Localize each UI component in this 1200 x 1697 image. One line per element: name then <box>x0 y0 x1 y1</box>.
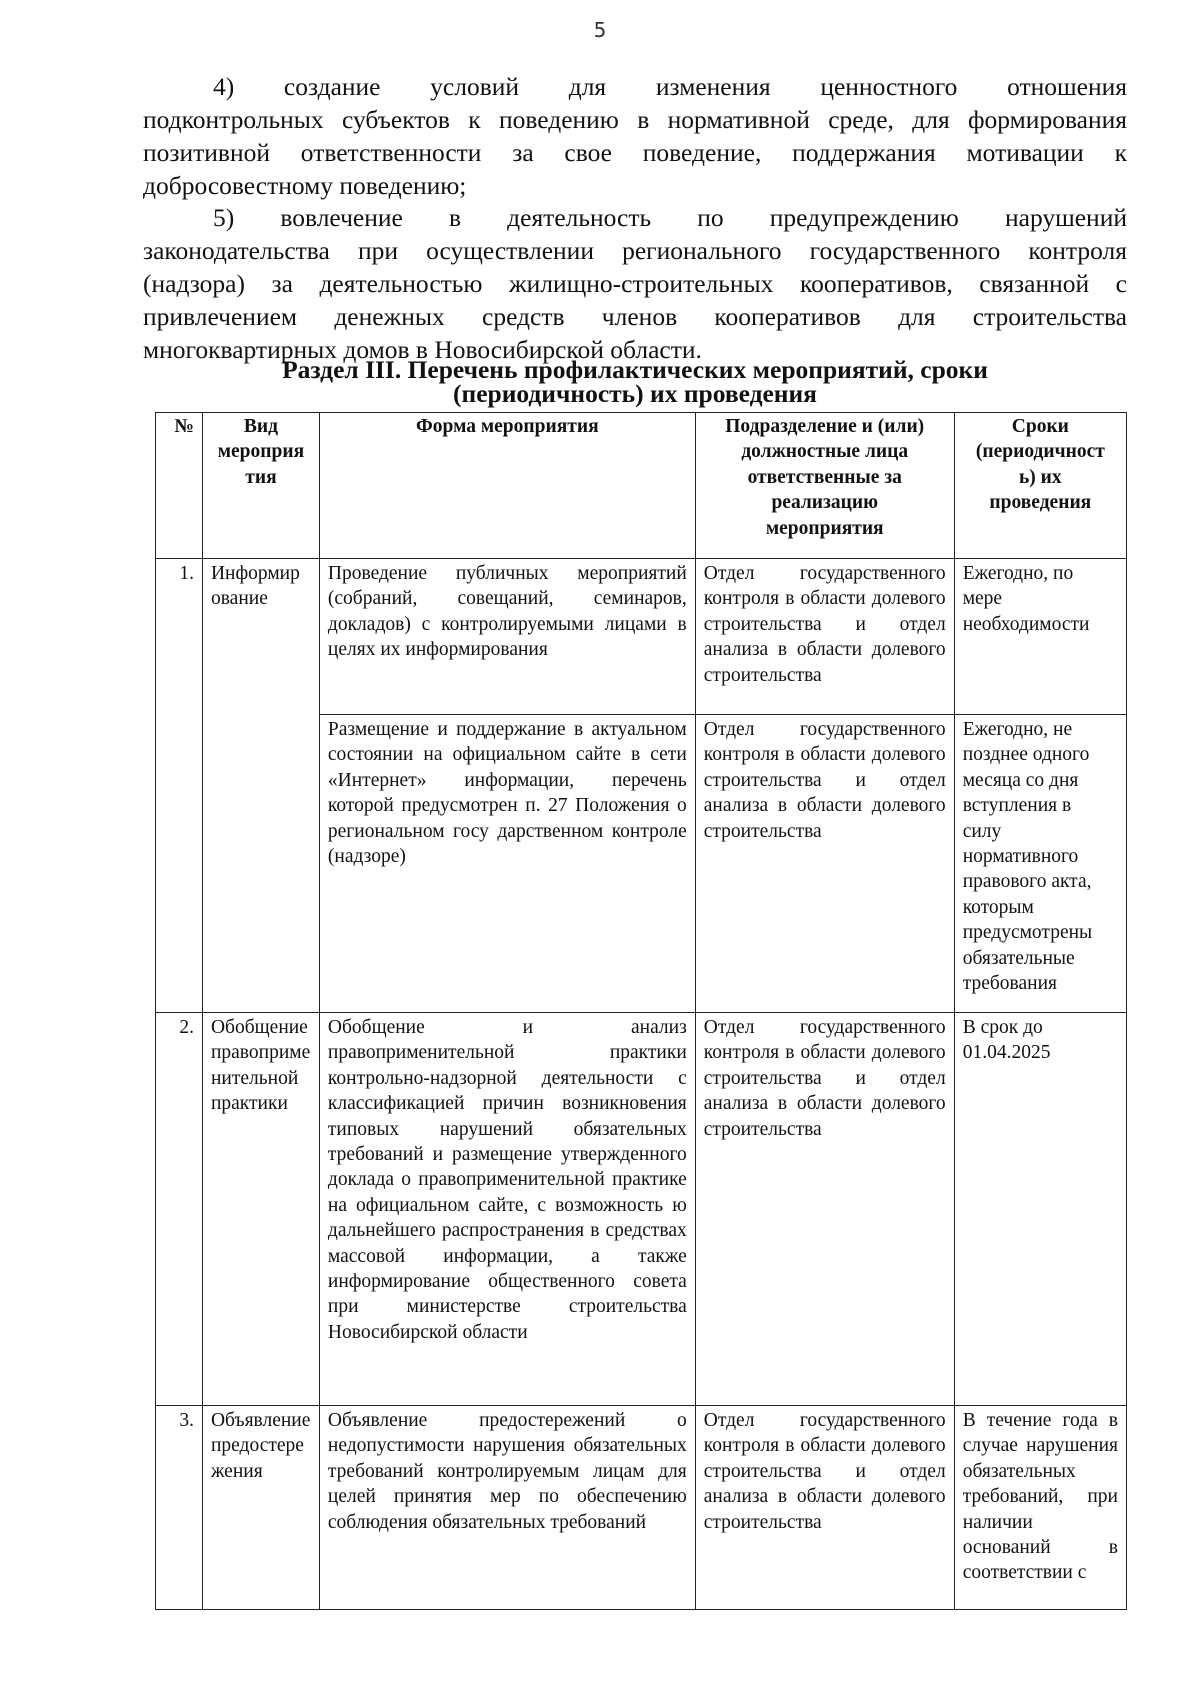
table-row <box>156 559 1127 715</box>
row-dept: Отдел государственного контроля в области долевого строительства и отдел анализа в области долевого строительства <box>695 715 954 1013</box>
paragraph-item-4 <box>143 70 1127 202</box>
paragraph-line: подконтрольных субъектов к поведению в нормативной среде, для формирования <box>143 105 1127 134</box>
row-term: Ежегодно, не позднее одного месяца со дня вступления в силу нормативного правового акта, которым предусмотрены обязательные требования <box>954 715 1126 1013</box>
row-kind: Обобщение правоприме нительной практики <box>202 1013 319 1406</box>
paragraph-line: позитивной ответственности за свое поведение, поддержания мотивации к <box>143 138 1127 167</box>
row-term: В срок до 01.04.2025 <box>954 1013 1126 1406</box>
row-form: Проведение публичных мероприятий (собраний, совещаний, семинаров, докладов) с контролируемыми лицами в целях их информирования <box>319 559 695 715</box>
header-dept: Подразделение и (или) должностные лица ответственные за реализацию мероприятия <box>695 413 954 559</box>
page-number: 5 <box>593 18 607 42</box>
header-form: Форма мероприятия <box>319 413 695 559</box>
paragraph-line: привлечением денежных средств членов кооперативов для строительства <box>143 302 1127 331</box>
activities-table <box>155 412 1127 1610</box>
row-dept: Отдел государственного контроля в области долевого строительства и отдел анализа в области долевого строительства <box>695 1013 954 1406</box>
row-form: Обобщение и анализ правоприменительной практики контрольно-надзорной деятельности с классификацией причин возникновения типовых нарушений обязательных требований и размещение утвержденного доклада о правоприменительной практике на официальном сайте, с возможность ю дальнейшего распространения в средствах массовой информации, а также информирование общественного совета при министерстве строительства Новосибирской области <box>319 1013 695 1406</box>
section-title <box>143 355 1127 408</box>
paragraph-line: законодательства при осуществлении регионального государственного контроля <box>143 236 1127 265</box>
row-num: 1. <box>156 559 203 1013</box>
row-form: Размещение и поддержание в актуальном состоянии на официальном сайте в сети «Интернет» информации, перечень которой предусмотрен п. 27 Положения о региональном госу дарственном контроле (надзоре) <box>319 715 695 1013</box>
paragraph-line: 5) вовлечение в деятельность по предупреждению нарушений <box>213 203 1127 232</box>
paragraph-item-5 <box>143 201 1127 366</box>
row-dept: Отдел государственного контроля в области долевого строительства и отдел анализа в области долевого строительства <box>695 1406 954 1610</box>
table-row <box>156 1013 1127 1406</box>
header-num: № <box>156 413 203 559</box>
header-term: Сроки (периодичност ь) их проведения <box>954 413 1126 559</box>
paragraph-line: добросовестному поведению; <box>143 171 467 200</box>
paragraph-line: (надзора) за деятельностью жилищно-строительных кооперативов, связанной с <box>143 269 1127 298</box>
paragraph-line: многоквартирных домов в Новосибирской области. <box>143 335 702 364</box>
row-kind: Информир ование <box>202 559 319 1013</box>
paragraph-line: 4) создание условий для изменения ценностного отношения <box>213 72 1127 101</box>
table-row <box>156 1406 1127 1610</box>
row-dept: Отдел государственного контроля в области долевого строительства и отдел анализа в области долевого строительства <box>695 559 954 715</box>
row-term: В течение года в случае нарушения обязательных требований, при наличии оснований в соответствии с <box>954 1406 1126 1610</box>
row-term: Ежегодно, по мере необходимости <box>954 559 1126 715</box>
section-title-line-1: Раздел III. Перечень профилактических мероприятий, сроки <box>282 355 988 384</box>
section-title-line-2: (периодичность) их проведения <box>453 379 817 408</box>
header-kind: Вид мероприя тия <box>202 413 319 559</box>
row-num: 3. <box>156 1406 203 1610</box>
table-header-row <box>156 413 1127 559</box>
row-num: 2. <box>156 1013 203 1406</box>
row-kind: Объявление предостере жения <box>202 1406 319 1610</box>
row-form: Объявление предостережений о недопустимости нарушения обязательных требований контролируемым лицам для целей принятия мер по обеспечению соблюдения обязательных требований <box>319 1406 695 1610</box>
